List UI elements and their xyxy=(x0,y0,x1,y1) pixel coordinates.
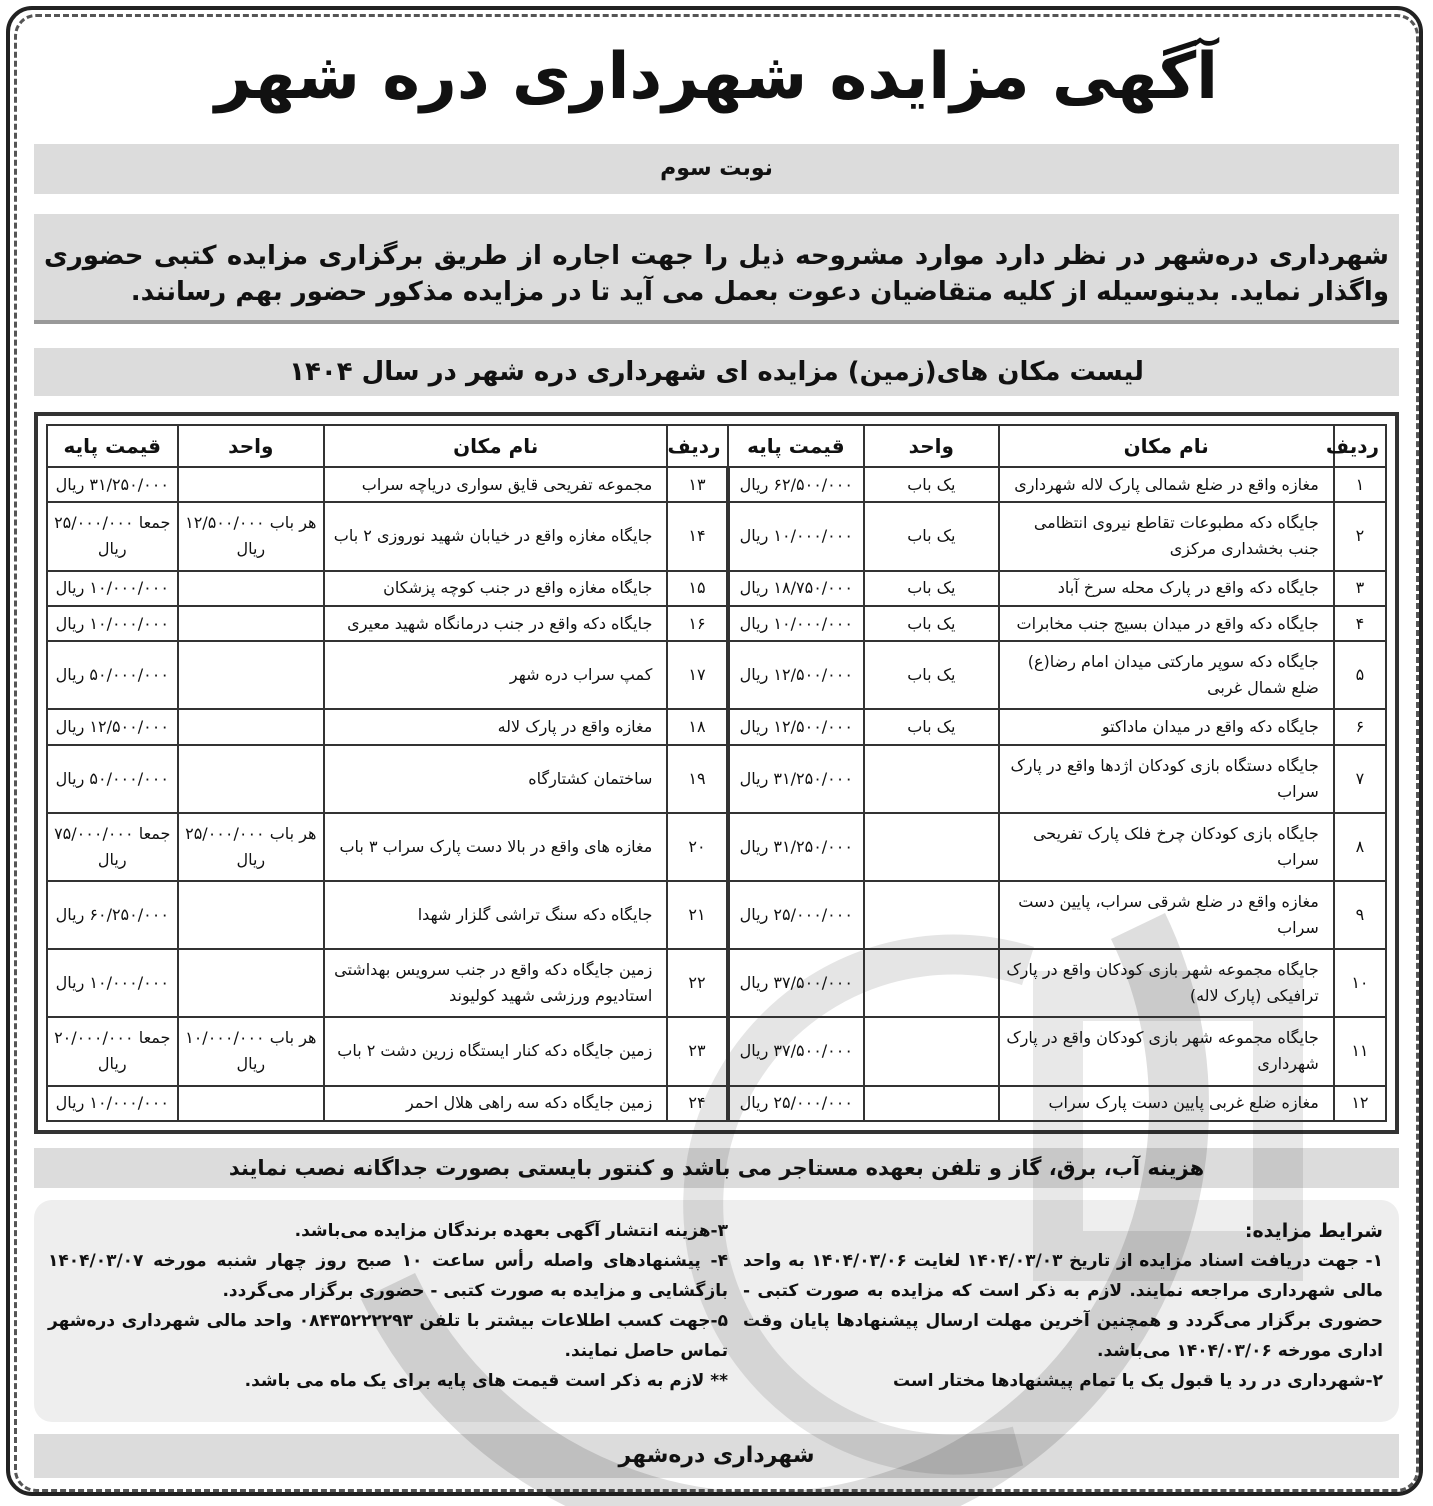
row-number: ۲ xyxy=(1334,502,1386,570)
row-number: ۲۴ xyxy=(667,1086,727,1121)
footer-signature: شهرداری دره‌شهر xyxy=(34,1434,1399,1478)
place-name: جایگاه مغازه واقع در جنب کوچه پزشکان xyxy=(324,571,667,606)
table-row xyxy=(47,1017,1386,1085)
row-number: ۸ xyxy=(1334,813,1386,881)
base-price: ۱۰/۰۰۰/۰۰۰ ریال xyxy=(47,571,178,606)
base-price: ۱۰/۰۰۰/۰۰۰ ریال xyxy=(47,1086,178,1121)
place-name: ساختمان کشتارگاه xyxy=(324,745,667,813)
page-title: آگهی مزایده شهرداری دره شهر xyxy=(214,40,1219,114)
row-number: ۲۲ xyxy=(667,949,727,1017)
table-row xyxy=(47,709,1386,744)
header-price: قیمت پایه xyxy=(728,425,865,467)
term-5: ۵-جهت کسب اطلاعات بیشتر با تلفن ۰۸۴۳۵۲۲۲۲۹۳ واحد مالی شهرداری دره‌شهر تماس حاصل نمایند. xyxy=(48,1311,728,1361)
unit xyxy=(178,709,325,744)
term-6: ** لازم به ذکر است قیمت های پایه برای یک ماه می باشد. xyxy=(244,1371,728,1391)
term-3: ۳-هزینه انتشار آگهی بعهده برندگان مزایده می‌باشد. xyxy=(294,1221,728,1241)
auction-terms xyxy=(34,1200,1399,1422)
row-number: ۲۳ xyxy=(667,1017,727,1085)
row-number: ۳ xyxy=(1334,571,1386,606)
base-price: جمعا ۷۵/۰۰۰/۰۰۰ ریال xyxy=(47,813,178,881)
unit: یک باب xyxy=(864,467,999,502)
row-number: ۹ xyxy=(1334,881,1386,949)
terms-column-right xyxy=(743,1216,1383,1396)
row-number: ۱۳ xyxy=(667,467,727,502)
base-price: ۱۰/۰۰۰/۰۰۰ ریال xyxy=(728,606,865,641)
unit xyxy=(178,949,325,1017)
row-number: ۱ xyxy=(1334,467,1386,502)
terms-heading: شرایط مزایده: xyxy=(1244,1220,1383,1242)
row-number: ۴ xyxy=(1334,606,1386,641)
header-place: نام مکان xyxy=(324,425,667,467)
table-row xyxy=(47,949,1386,1017)
unit xyxy=(178,571,325,606)
header-place: نام مکان xyxy=(999,425,1334,467)
unit xyxy=(864,745,999,813)
unit xyxy=(864,881,999,949)
row-number: ۱۷ xyxy=(667,641,727,709)
base-price: ۵۰/۰۰۰/۰۰۰ ریال xyxy=(47,641,178,709)
table-row xyxy=(47,571,1386,606)
header-row-number: ردیف xyxy=(667,425,727,467)
unit xyxy=(178,467,325,502)
base-price: ۱۸/۷۵۰/۰۰۰ ریال xyxy=(728,571,865,606)
base-price: ۱۲/۵۰۰/۰۰۰ ریال xyxy=(47,709,178,744)
place-name: جایگاه مجموعه شهر بازی کودکان واقع در پارک ترافیکی (پارک لاله) xyxy=(999,949,1334,1017)
base-price: ۱۲/۵۰۰/۰۰۰ ریال xyxy=(728,641,865,709)
base-price: ۳۱/۲۵۰/۰۰۰ ریال xyxy=(728,745,865,813)
place-name: جایگاه مجموعه شهر بازی کودکان واقع در پارک شهرداری xyxy=(999,1017,1334,1085)
term-2: ۲-شهرداری در رد یا قبول یک یا تمام پیشنهادها مختار است xyxy=(892,1371,1383,1391)
unit: یک باب xyxy=(864,606,999,641)
table-header-row xyxy=(47,425,1386,467)
place-name: مجموعه تفریحی قایق سواری دریاچه سراب xyxy=(324,467,667,502)
unit: یک باب xyxy=(864,571,999,606)
base-price: ۶۰/۲۵۰/۰۰۰ ریال xyxy=(47,881,178,949)
place-name: مغازه های واقع در بالا دست پارک سراب ۳ باب xyxy=(324,813,667,881)
place-name: جایگاه دکه مطبوعات تقاطع نیروی انتظامی جنب بخشداری مرکزی xyxy=(999,502,1334,570)
round-label: نوبت سوم xyxy=(34,144,1399,194)
place-name: زمین جایگاه دکه کنار ایستگاه زرین دشت ۲ باب xyxy=(324,1017,667,1085)
place-name: مغازه واقع در پارک لاله xyxy=(324,709,667,744)
row-number: ۱۸ xyxy=(667,709,727,744)
place-name: جایگاه دکه سوپر مارکتی میدان امام رضا(ع) ضلع شمال غربی xyxy=(999,641,1334,709)
table-row xyxy=(47,1086,1386,1121)
costs-note: هزینه آب، برق، گاز و تلفن بعهده مستاجر می باشد و کنتور بایستی بصورت جداگانه نصب نمایند xyxy=(34,1148,1399,1188)
unit xyxy=(178,606,325,641)
base-price: ۳۷/۵۰۰/۰۰۰ ریال xyxy=(728,1017,865,1085)
unit xyxy=(178,745,325,813)
place-name: جایگاه دکه واقع در میدان ماداکتو xyxy=(999,709,1334,744)
auction-table-wrapper xyxy=(34,412,1399,1134)
term-1: ۱- جهت دریافت اسناد مزایده از تاریخ ۱۴۰۴/۰۳/۰۳ لغایت ۱۴۰۴/۰۳/۰۶ به واحد مالی شهرداری مراجعه نمایند. لازم به ذکر است که مزایده به صورت کتبی - حضوری برگزار می‌گردد و همچنین آخرین مهلت ارسال پیشنهادها پایان وقت اداری مورخه ۱۴۰۴/۰۳/۰۶ می‌باشد. xyxy=(743,1251,1383,1361)
table-row xyxy=(47,813,1386,881)
table-row xyxy=(47,467,1386,502)
row-number: ۲۱ xyxy=(667,881,727,949)
place-name: جایگاه دکه واقع در جنب درمانگاه شهید معیری xyxy=(324,606,667,641)
base-price: جمعا ۲۰/۰۰۰/۰۰۰ ریال xyxy=(47,1017,178,1085)
table-row xyxy=(47,502,1386,570)
unit: یک باب xyxy=(864,641,999,709)
table-row xyxy=(47,606,1386,641)
place-name: جایگاه بازی کودکان چرخ فلک پارک تفریحی سراب xyxy=(999,813,1334,881)
unit xyxy=(864,949,999,1017)
list-title: لیست مکان های(زمین) مزایده ای شهرداری دره شهر در سال ۱۴۰۴ xyxy=(34,348,1399,396)
base-price: ۳۱/۲۵۰/۰۰۰ ریال xyxy=(728,813,865,881)
unit: یک باب xyxy=(864,502,999,570)
base-price: ۶۲/۵۰۰/۰۰۰ ریال xyxy=(728,467,865,502)
place-name: مغازه واقع در ضلع شرقی سراب، پایین دست سراب xyxy=(999,881,1334,949)
unit xyxy=(178,881,325,949)
table-row xyxy=(47,745,1386,813)
row-number: ۱۱ xyxy=(1334,1017,1386,1085)
auction-table xyxy=(46,424,1387,1122)
place-name: زمین جایگاه دکه واقع در جنب سرویس بهداشتی استادیوم ورزشی شهید کولیوند xyxy=(324,949,667,1017)
row-number: ۵ xyxy=(1334,641,1386,709)
place-name: زمین جایگاه دکه سه راهی هلال احمر xyxy=(324,1086,667,1121)
base-price: ۳۷/۵۰۰/۰۰۰ ریال xyxy=(728,949,865,1017)
header-unit: واحد xyxy=(864,425,999,467)
unit: یک باب xyxy=(864,709,999,744)
place-name: مغازه واقع در ضلع شمالی پارک لاله شهرداری xyxy=(999,467,1334,502)
terms-column-left xyxy=(48,1216,728,1396)
row-number: ۱۵ xyxy=(667,571,727,606)
base-price: ۵۰/۰۰۰/۰۰۰ ریال xyxy=(47,745,178,813)
base-price: ۲۵/۰۰۰/۰۰۰ ریال xyxy=(728,881,865,949)
unit: هر باب ۱۲/۵۰۰/۰۰۰ ریال xyxy=(178,502,325,570)
base-price: ۱۰/۰۰۰/۰۰۰ ریال xyxy=(47,606,178,641)
header-unit: واحد xyxy=(178,425,325,467)
intro-text: شهرداری دره‌شهر در نظر دارد موارد مشروحه ذیل را جهت اجاره از طریق برگزاری مزایده کتبی حضوری واگذار نماید. بدینوسیله از کلیه متقاضیان دعوت بعمل می آید تا در مزایده مذکور حضور بهم رسانند. xyxy=(34,214,1399,324)
place-name: جایگاه دکه واقع در میدان بسیج جنب مخابرات xyxy=(999,606,1334,641)
place-name: کمپ سراب دره شهر xyxy=(324,641,667,709)
place-name: جایگاه دکه واقع در پارک محله سرخ آباد xyxy=(999,571,1334,606)
row-number: ۷ xyxy=(1334,745,1386,813)
place-name: جایگاه دستگاه بازی کودکان اژدها واقع در پارک سراب xyxy=(999,745,1334,813)
row-number: ۱۰ xyxy=(1334,949,1386,1017)
unit xyxy=(864,1086,999,1121)
base-price: ۳۱/۲۵۰/۰۰۰ ریال xyxy=(47,467,178,502)
unit xyxy=(178,1086,325,1121)
row-number: ۱۴ xyxy=(667,502,727,570)
place-name: جایگاه دکه سنگ تراشی گلزار شهدا xyxy=(324,881,667,949)
unit xyxy=(178,641,325,709)
row-number: ۲۰ xyxy=(667,813,727,881)
table-row xyxy=(47,641,1386,709)
row-number: ۱۲ xyxy=(1334,1086,1386,1121)
place-name: جایگاه مغازه واقع در خیابان شهید نوروزی ۲ باب xyxy=(324,502,667,570)
unit xyxy=(864,813,999,881)
base-price: ۲۵/۰۰۰/۰۰۰ ریال xyxy=(728,1086,865,1121)
table-row xyxy=(47,881,1386,949)
unit: هر باب ۱۰/۰۰۰/۰۰۰ ریال xyxy=(178,1017,325,1085)
base-price: ۱۲/۵۰۰/۰۰۰ ریال xyxy=(728,709,865,744)
row-number: ۶ xyxy=(1334,709,1386,744)
row-number: ۱۶ xyxy=(667,606,727,641)
term-4: ۴- پیشنهادهای واصله رأس ساعت ۱۰ صبح روز چهار شنبه مورخه ۱۴۰۴/۰۳/۰۷ بازگشایی و مزایده به صورت کتبی - حضوری برگزار می‌گردد. xyxy=(48,1251,728,1301)
header-price: قیمت پایه xyxy=(47,425,178,467)
place-name: مغازه ضلع غربی پایین دست پارک سراب xyxy=(999,1086,1334,1121)
base-price: ۱۰/۰۰۰/۰۰۰ ریال xyxy=(728,502,865,570)
unit xyxy=(864,1017,999,1085)
base-price: جمعا ۲۵/۰۰۰/۰۰۰ ریال xyxy=(47,502,178,570)
unit: هر باب ۲۵/۰۰۰/۰۰۰ ریال xyxy=(178,813,325,881)
base-price: ۱۰/۰۰۰/۰۰۰ ریال xyxy=(47,949,178,1017)
row-number: ۱۹ xyxy=(667,745,727,813)
header-row-number: ردیف xyxy=(1334,425,1386,467)
